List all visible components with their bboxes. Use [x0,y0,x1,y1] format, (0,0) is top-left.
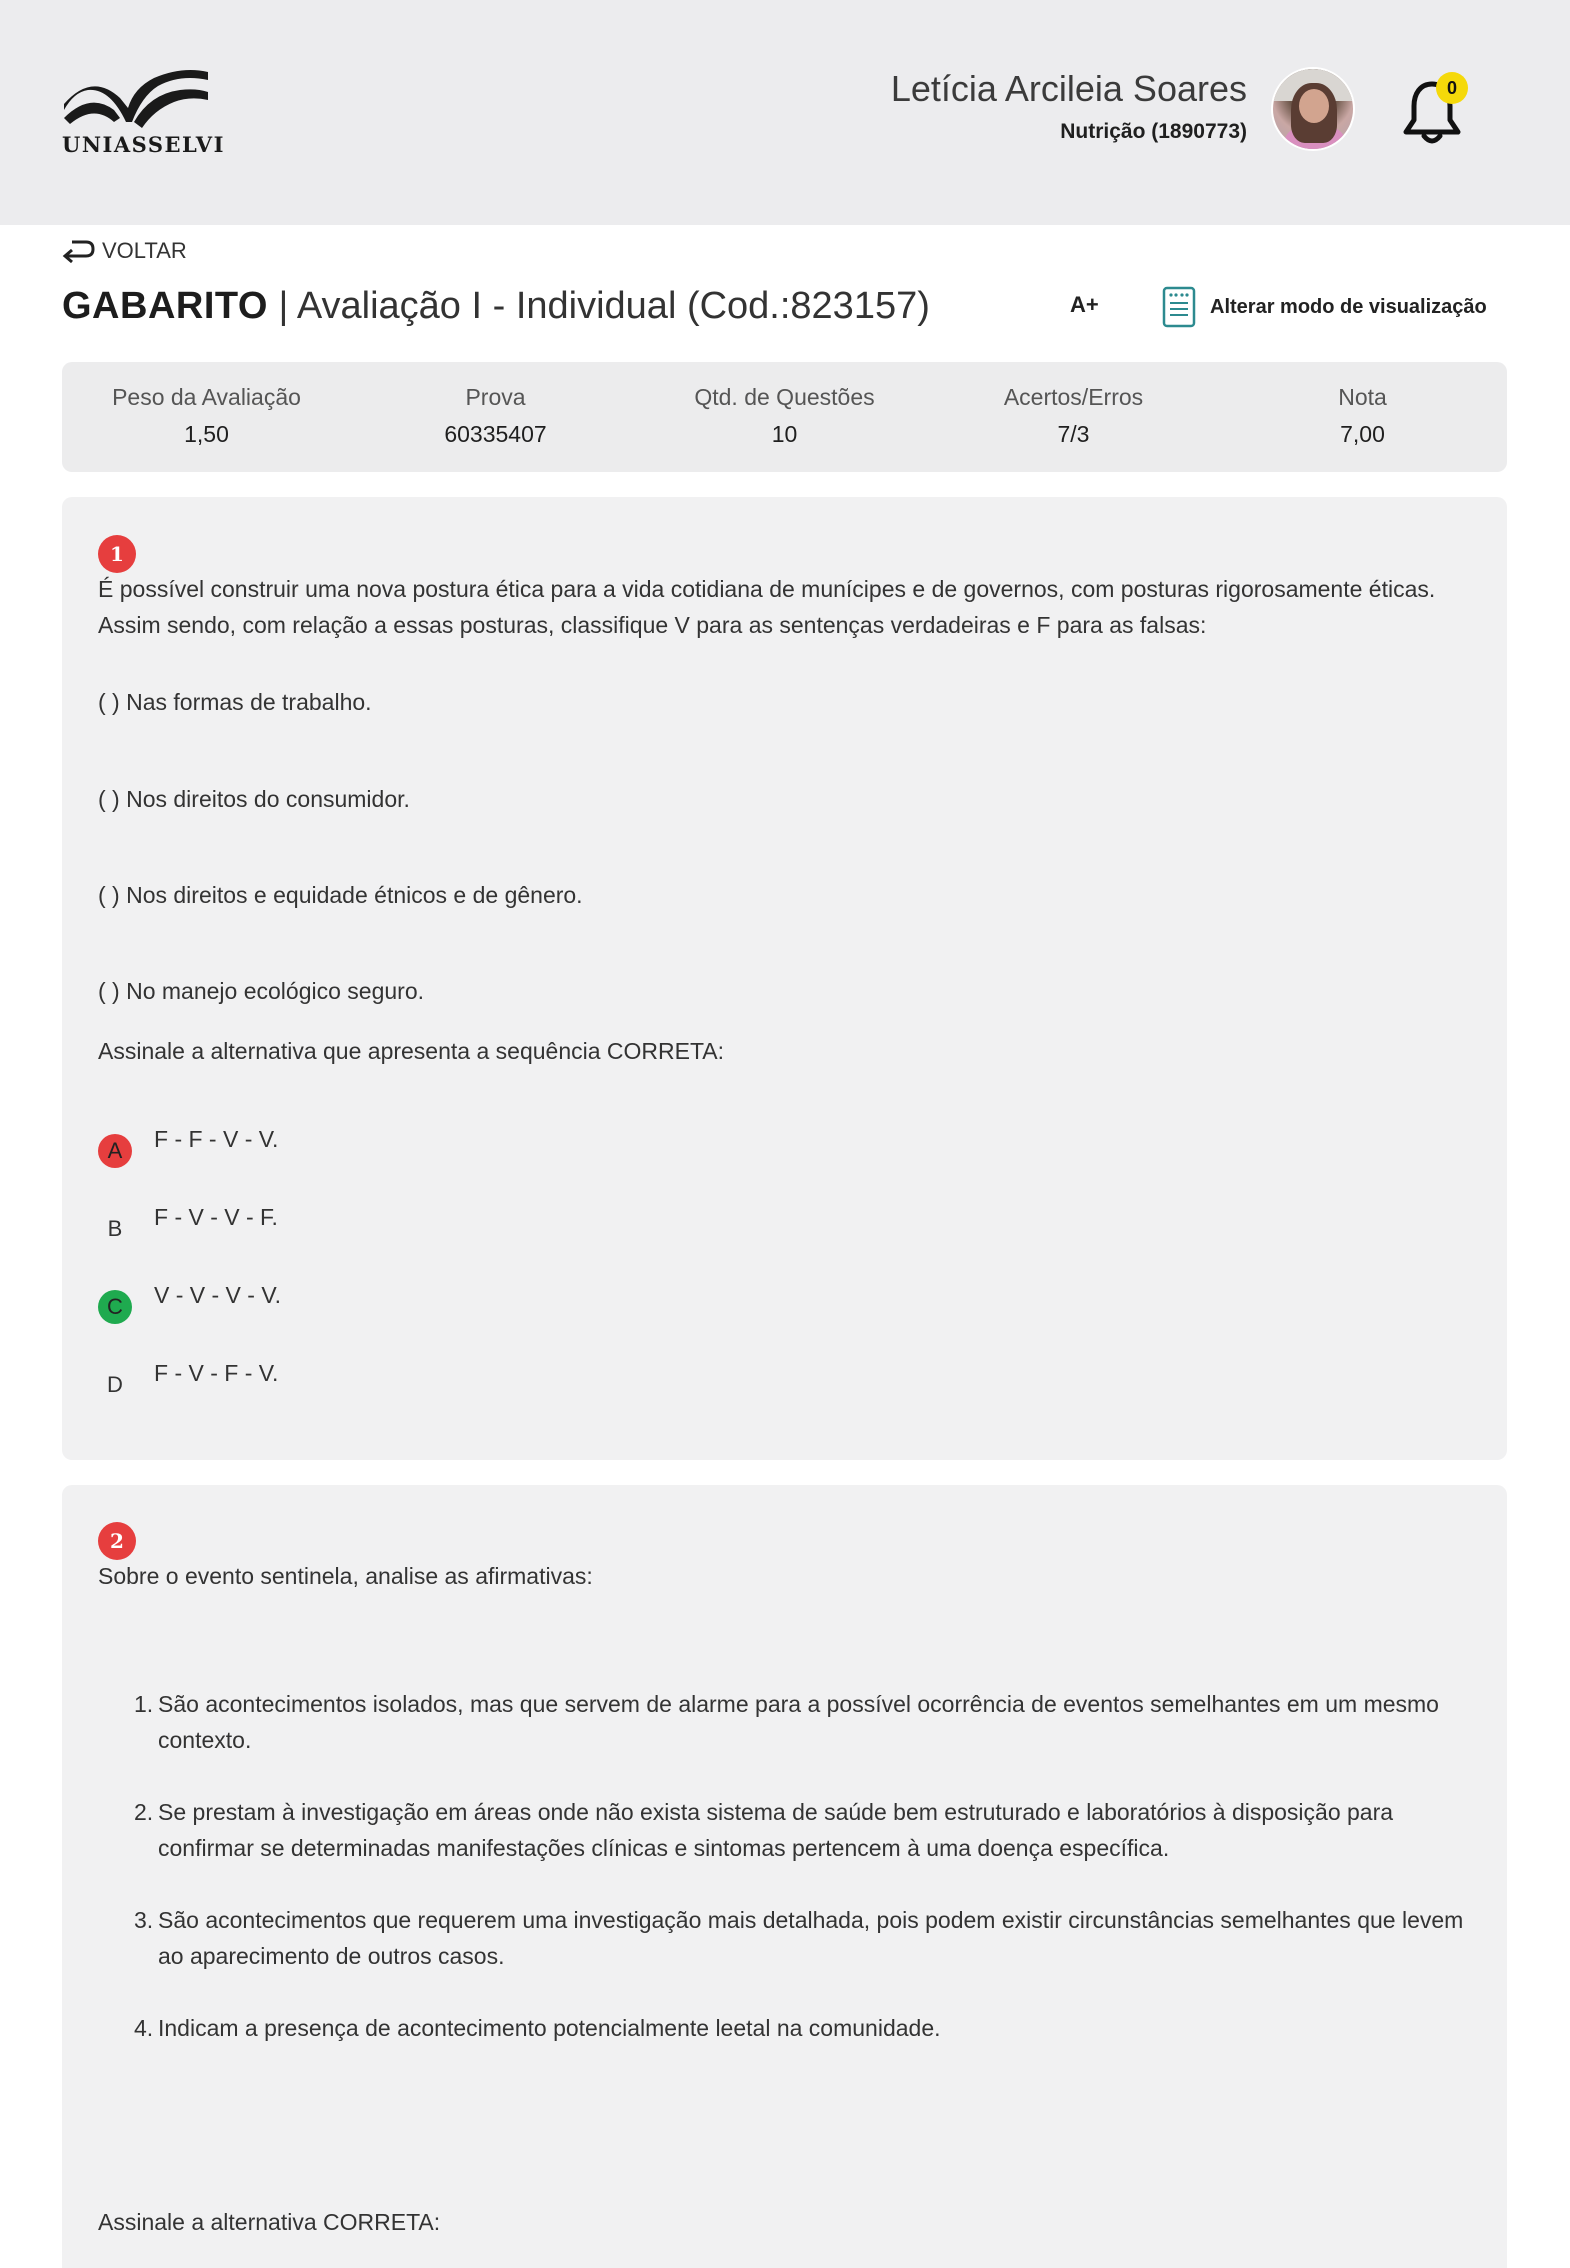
list-item: 1. São acontecimentos isolados, mas que servem de alarme para a possível ocorrência de eventos semelhantes em um mesmo contexto. [134,1691,1439,1753]
option-b-text[interactable]: F - V - V - F. [154,1204,278,1230]
question-prompt: Assinale a alternativa CORRETA: [98,2209,441,2235]
option-d-marker[interactable]: D [107,1372,123,1397]
back-label: VOLTAR [102,238,187,263]
summary-exam: Prova 60335407 [444,384,547,447]
question-card [62,497,1507,1460]
logo-text: UNIASSELVI [62,132,225,157]
uniasselvi-logo[interactable] [62,64,225,160]
question-number: 1 [98,535,136,573]
summary-hits-misses: Acertos/Erros 7/3 [1003,384,1144,447]
list-item: 4. Indicam a presença de acontecimento potencialmente leetal na comunidade. [134,2015,941,2041]
question-statement: Sobre o evento sentinela, analise as afirmativas: [98,1563,593,1589]
summary-question-count: Qtd. de Questões 10 [694,384,875,447]
option-c-text[interactable]: V - V - V - V. [154,1282,281,1308]
option-a-marker[interactable]: A [98,1134,132,1168]
evaluation-summary [62,362,1507,472]
back-arrow-icon [62,238,96,264]
question-statement: É possível construir uma nova postura ética para a vida cotidiana de munícipes e de governos, com posturas rigorosamente éticas. Assim sendo, com relação a essas posturas, classifique V para as sentenças verdadeiras e F para as falsas: [98,576,1436,638]
document-icon [1162,286,1196,328]
summary-weight: Peso da Avaliação 1,50 [112,384,301,447]
option-b-marker[interactable]: B [107,1216,123,1241]
increase-font-button[interactable]: A+ [1070,292,1099,317]
title-bold: GABARITO [62,285,268,327]
list-item: 3. São acontecimentos que requerem uma investigação mais detalhada, pois podem existir circunstâncias semelhantes que levem ao aparecimento de outros casos. [134,1907,1464,1969]
user-course: Nutrição (1890773) [1060,120,1247,143]
title-rest: | Avaliação I - Individual (Cod.:823157) [278,285,930,327]
view-mode-label: Alterar modo de visualização [1210,295,1487,318]
statement-item: ( ) Nas formas de trabalho. [98,689,372,715]
option-d-text[interactable]: F - V - F - V. [154,1360,279,1386]
question-prompt: Assinale a alternativa que apresenta a sequência CORRETA: [98,1038,725,1064]
option-c-marker[interactable]: C [98,1290,132,1324]
top-header [0,0,1570,225]
question-card [62,1485,1507,2268]
change-view-mode-button[interactable] [1162,286,1487,328]
statement-item: ( ) Nos direitos e equidade étnicos e de gênero. [98,882,583,908]
statement-item: ( ) Nos direitos do consumidor. [98,786,410,812]
notification-badge: 0 [1436,72,1468,104]
avatar[interactable] [1271,67,1355,151]
back-button[interactable] [62,238,187,264]
list-item: 2. Se prestam à investigação em áreas onde não exista sistema de saúde bem estruturado e laboratórios à disposição para confirmar se determinadas manifestações clínicas e sintomas pertencem à uma doença específica. [134,1799,1394,1861]
page-title [62,285,930,328]
logo-wings-icon [62,64,212,130]
assertion-list [134,1686,1494,2046]
statement-item: ( ) No manejo ecológico seguro. [98,978,424,1004]
summary-grade: Nota 7,00 [1338,384,1387,447]
question-number: 2 [98,1522,136,1560]
option-a-text[interactable]: F - F - V - V. [154,1126,279,1152]
user-name: Letícia Arcileia Soares [890,68,1247,109]
